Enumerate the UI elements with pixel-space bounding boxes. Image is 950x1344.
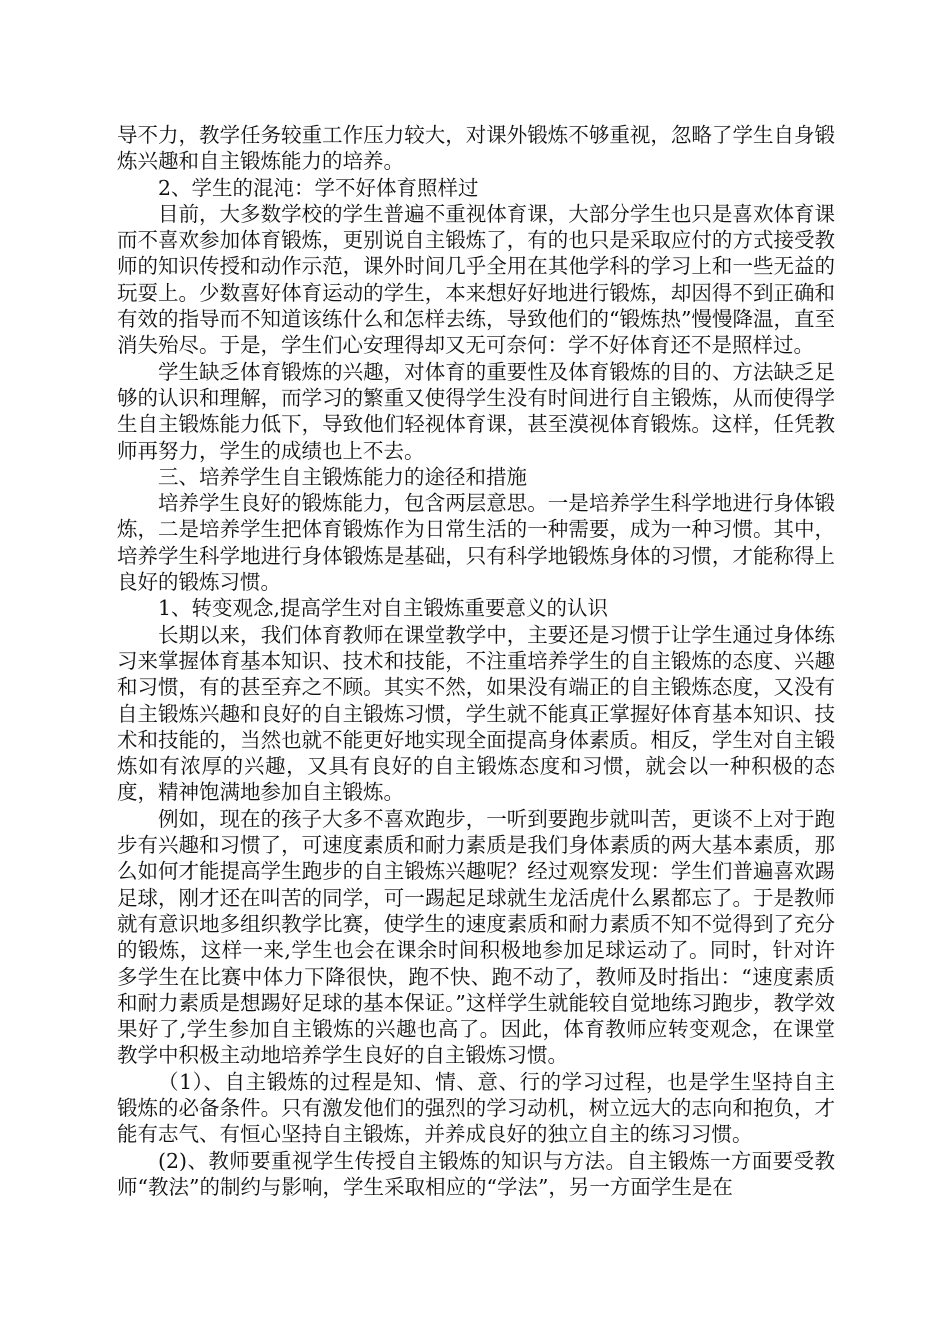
paragraph: 目前，大多数学校的学生普遍不重视体育课，大部分学生也只是喜欢体育课而不喜欢参加体育锻炼，更别说自主锻炼了，有的也只是采取应付的方式接受教师的知识传授和动作示范，课外时间几乎全用在其他学科的学习上和一些无益的玩耍上。少数喜好体育运动的学生，本来想好好地进行锻炼，却因得不到正确和有效的指导而不知道该练什么和怎样去练，导致他们的“锻炼热”慢慢降温，直至消失殆尽。于是，学生们心安理得却又无可奈何：学不好体育还不是照样过。: [117, 201, 835, 358]
paragraph: 培养学生良好的锻炼能力，包含两层意思。一是培养学生科学地进行身体锻炼，二是培养学生把体育锻炼作为日常生活的一种需要，成为一种习惯。其中，培养学生科学地进行身体锻炼是基础，只有科学地锻炼身体的习惯，才能称得上良好的锻炼习惯。: [117, 491, 835, 595]
paragraph-continuation: 导不力，教学任务较重工作压力较大，对课外锻炼不够重视，忽略了学生自身锻炼兴趣和自主锻炼能力的培养。: [117, 123, 835, 174]
section-heading-student-confusion: 2、学生的混沌：学不好体育照样过: [158, 175, 479, 200]
paragraph: 学生缺乏体育锻炼的兴趣，对体育的重要性及体育锻炼的目的、方法缺乏足够的认识和理解，而学习的繁重又使得学生没有时间进行自主锻炼，从而使得学生自主锻炼能力低下，导致他们轻视体育课，甚至漠视体育锻炼。这样，任凭教师再努力，学生的成绩也上不去。: [117, 359, 835, 463]
document-body: [117, 122, 835, 1200]
list-item-2: (2)、教师要重视学生传授自主锻炼的知识与方法。自主锻炼一方面要受教师“教法”的制约与影响，学生采取相应的“学法”，另一方面学生是在: [117, 1148, 835, 1199]
section-heading-approaches: 三、培养学生自主锻炼能力的途径和措施: [158, 464, 527, 489]
paragraph: 长期以来，我们体育教师在课堂教学中，主要还是习惯于让学生通过身体练习来掌握体育基本知识、技术和技能，不注重培养学生的自主锻炼的态度、兴趣和习惯，有的甚至弃之不顾。其实不然，如果没有端正的自主锻炼态度，又没有自主锻炼兴趣和良好的自主锻炼习惯，学生就不能真正掌握好体育基本知识、技术和技能的，当然也就不能更好地实现全面提高身体素质。相反，学生对自主锻炼如有浓厚的兴趣，又具有良好的自主锻炼态度和习惯，就会以一种积极的态度，精神饱满地参加自主锻炼。: [117, 622, 835, 805]
list-item-1: （1）、自主锻炼的过程是知、情、意、行的学习过程，也是学生坚持自主锻炼的必备条件。只有激发他们的强烈的学习动机，树立远大的志向和抱负，才能有志气、有恒心坚持自主锻炼，并养成良好的独立自主的练习习惯。: [117, 1069, 835, 1147]
section-heading-change-concepts: 1、转变观念,提高学生对自主锻炼重要意义的认识: [158, 596, 609, 621]
paragraph: 例如，现在的孩子大多不喜欢跑步，一听到要跑步就叫苦，更谈不上对于跑步有兴趣和习惯了，可速度素质和耐力素质是我们身体素质的两大基本素质，那么如何才能提高学生跑步的自主锻炼兴趣呢？经过观察发现：学生们普遍喜欢踢足球，刚才还在叫苦的同学，可一踢起足球就生龙活虎什么累都忘了。于是教师就有意识地多组织教学比赛，使学生的速度素质和耐力素质不知不觉得到了充分的锻炼，这样一来,学生也会在课余时间积极地参加足球运动了。同时，针对许多学生在比赛中体力下降很快，跑不快、跑不动了，教师及时指出：“速度素质和耐力素质是想踢好足球的基本保证。”这样学生就能较自觉地练习跑步，教学效果好了,学生参加自主锻炼的兴趣也高了。因此，体育教师应转变观念，在课堂教学中积极主动地培养学生良好的自主锻炼习惯。: [117, 806, 835, 1068]
